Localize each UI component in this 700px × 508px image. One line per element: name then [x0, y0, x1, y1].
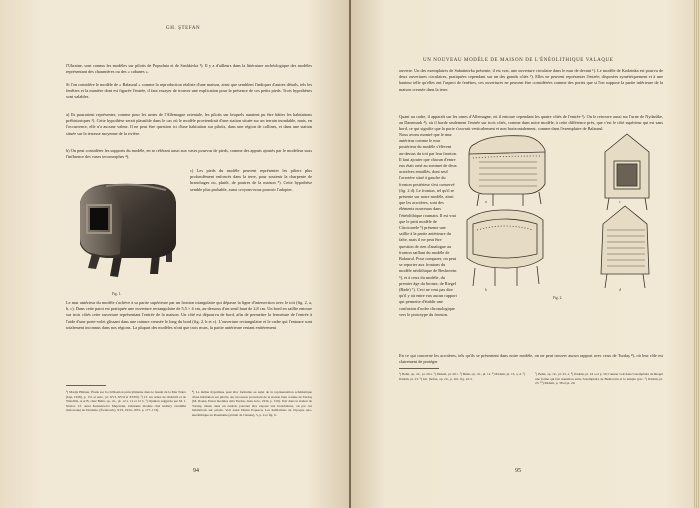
right-paragraph-3-narrow: Nous avons montré que le mur antérieur comme le mur postérieur du modèle s'élèvent au-dessus du toit par leur fronton. Il faut ajouter que chacun d'entre eux était orné au sommet de deux acrotères entaillés, dont seul l'acrotère situé à gauche du fronton postérieur s'est conservé (fig. 2 d). Le fronton, tel qu'il se présente sur notre modèle, ainsi que les acrotères, sont des éléments nouveaux dans l'énéolithique roumain. Il est vrai que le petit modèle de Căscioarele ⁵) présente une saillie à la partie antérieure du faîte, mais il ne peut être question de rien d'analogue au fronton saillant du modèle de Balaurul. Pour comparer, on peut se reporter aux frontons du modèle néolithique de Beshovetn ⁶), et à ceux du modèle, du premier âge du bronze, de Riegel (Bade) ⁷). Ceci ne veut pas dire qu'il y ait entre eux aucun rapport qui permette d'établir une confusion d'ordre chronologique vers le prototype du fronton. [399, 132, 457, 317]
left-page-number: 94 [193, 468, 199, 474]
left-page [0, 0, 349, 508]
figure-2d-label: d [619, 288, 621, 292]
figure-1-house-model-photo [66, 168, 184, 288]
figure-2c-drawing [605, 134, 649, 210]
right-footnotes-col-2: ⁷) Behn, op. cit., pl. 25, a. ⁸) Ibidem, pl. 24 a et p. 50; l'auteur voit dans l'exemplaire de Riegel une forme qui fait transition entre l'exemplaire de Beshovetn et le temple grec. ⁹) Ibidem, pl. 25. ¹⁰) Ibidem, p. 38 et pl. 29. [535, 372, 663, 386]
left-footnote-rule [66, 385, 106, 386]
figure-2-caption: Fig. 2. [553, 296, 563, 300]
left-paragraph-6: Le mur antérieur du modèle s'achève à sa partie supérieure par un fronton triangulaire qui dépasse la ligne d'intersection avec le toit (fig. 2, a, b, c). Dans cette paroi est pratiquée une ouverture rectangulaire de 5,5 × 4 cm, au-dessous d'un seuil haut de 2,8 cm. Un bord en saillie entoure sur trois côtés cette ouverture représentant l'entrée de la maison. Un côté est dépourvu de bord, afin de permettre la fermeture de l'entrée à l'aide d'une porte-volet glissant dans une rainure creusée le long du bord (fig. 2, b et c). L'ouverture rectangulaire et le cadre qui l'entoure sont totalement inconnus dans nos régions. La plupart des modèles n'ont que trois murs, la partie antérieure restant entièrement [66, 300, 312, 330]
right-paragraph-3-cont [399, 308, 663, 358]
right-footnote-rule [399, 368, 439, 369]
left-paragraph-5: c) Les pieds du modèle peuvent représenter les piliers plus profondément enfoncés dans la terre, pour soutenir la charpente de branchages ou, plutôt, de poutres de la maison ⁵). Cette hypothèse semble plus probable, aussi croyons-nous pouvoir l'adopter. [190, 168, 312, 192]
figure-2c-label: c [619, 200, 621, 204]
right-page-number: 95 [515, 468, 521, 474]
right-paragraph-1: ouverte. Un des exemplaires de Sabatinivka présente, il est vrai, une ouverture circulaire dans le mur de devant ¹). Le modèle de Kodzinka est pourvu de deux ouvertures circulaires, pratiquées cependant sur un des grands côtés ²). Elles ne peuvent représenter l'entrée; disposées symétriquement et à une hauteur telle qu'elles ont l'aspect de fenêtres, ces ouvertures ne peuvent être considérées comme des portes que si l'on suppose la partie inférieure de la maison creusée dans la terre. [399, 68, 663, 92]
figure-2b-drawing [467, 210, 543, 286]
right-footnotes-col-1: ¹) Behn, op. cit., pl. 29 a. ²) Ibidem, pl. 29 c. ³) Behn, op. cit., pl. 12. ⁴) Ibidem, pl. 13, a, d. ⁵) Ibidem, pl. 23. ⁶) Gh. Ştefan, op. cit., p. 161, fig. 22,3. [399, 372, 525, 381]
figure-1-caption: Fig. 1. [112, 292, 122, 296]
right-page [351, 0, 700, 508]
figure-2b-label: b [485, 288, 487, 292]
figure-2d-drawing [601, 206, 649, 288]
left-running-header: GH. ȘTEFAN [166, 26, 201, 31]
right-running-header: UN NOUVEAU MODÈLE DE MAISON DE L'ÉNÉOLITHIQUE VALAQUE [423, 58, 614, 63]
left-paragraph-2: Si l'on considère le modèle de « Balaurul » comme la reproduction réaliste d'une maison, ainsi que semblent l'indiquer d'autres détails, tels les fenêtres et la manière dont est figurée l'entrée, il faut essayer de trouver une explication pour la présence de ces petits pieds. Trois hypothèses sont valables. [66, 82, 312, 100]
left-paragraph-4: b) On peut considérer les supports du modèle, en se référant aussi aux vases pourvus de pieds, comme des appuis ajoutés par le modeleur sous l'influence des vases tecomorphes ⁴). [66, 148, 312, 160]
page-edge [694, 0, 700, 508]
figure-2a-label: a [485, 200, 487, 204]
left-footnotes-col-2: ⁴) La même hypothèse peut être formulée au sujet de la représentation schématique d'une habitation sur pilotis, sur un tesson provenant de la station bien connue de Turdaş (M. Roska, Ensar modèles dela Turdas, dans Acta, 1934, p. 150). Voir dans la station de Turdaş, située dans un endroit pouvant être exposé aux inondations, où par ces habitations sur pilotis. Voir aussi Dumu Popescu, Les habitations de l'époque néo-énéolithique en Roumanie (extrait de l'Anuar), 5, p. 4 et fig. 6. [192, 390, 312, 417]
figure-2-drawings [459, 130, 663, 298]
left-paragraph-1: l'Ukraine, sont connus les modèles sur pilotis de Popudnia et de Sushkivka ²). Il y a d'ailleurs dans la littérature archéologique des modèles représentant des chaumières ou des « cabanes ». [66, 63, 312, 75]
left-footnotes-col-1: ¹) Marija Himner, Étude sur la civilisation préscythienne dans le bassin de la Mer Noire (Iaşi, 1928), p. 151 et suiv., pl. XVI, XVII et XVIII). ²) Cf. les urnes de Oldenitz et de Wandlitz, A et B, chez Behn, op. cit., pl. 12 a, 12 et 12 b. ³) Opinion suggérée par M. J. Nestor. Cf. aussi Kunisiewicz Majewski, Glinianie modele chat kultury ceramiki malowanej na Ukrainie, (Światowit), XVI, 1934–1935, p. 177–174). [66, 390, 186, 413]
right-paragraph-2-top: Quant au cadre, il apparaît sur les urnes d'Allemagne, où il entoure cependant les quatre côtés de l'entrée ³). On le retrouve aussi sur l'urne de Nydaråke, au Danemark ⁴), où il borde seulement l'entrée sur trois côtés, comme dans notre modèle, à cette différence près, que c'est le côté supérieur qui est sans bord, ce qui signifie que la porte s'ouvrait verticalement et non horizontalement, comme dans l'exemplaire de Balaurul. [399, 114, 663, 132]
left-paragraph-3: a) Ils pourraient représenter, comme pour les urnes de l'Allemagne orientale, les pilotis sur lesquels auraient pu être bâties les habitations préhistoriques ³). Cette hypothèse serait plausible dans le cas où le modèle proviendrait d'une station située sur un terrain inondable, mais, en l'occurrence, elle n'a aucune valeur. Il ne peut être question ici d'une habitation sur pilotis, dans une région de collines, et dans une station située sur la terrasse moyenne de la rivière. [66, 112, 312, 136]
right-paragraph-4: En ce qui concerne les acrotères, tels qu'ils se présentent dans notre modèle, on ne peut trouver aucun rapport avec ceux de Turdaş ⁸), où leur rôle est clairement de protéger [399, 353, 663, 365]
figure-2a-drawing [469, 136, 545, 206]
